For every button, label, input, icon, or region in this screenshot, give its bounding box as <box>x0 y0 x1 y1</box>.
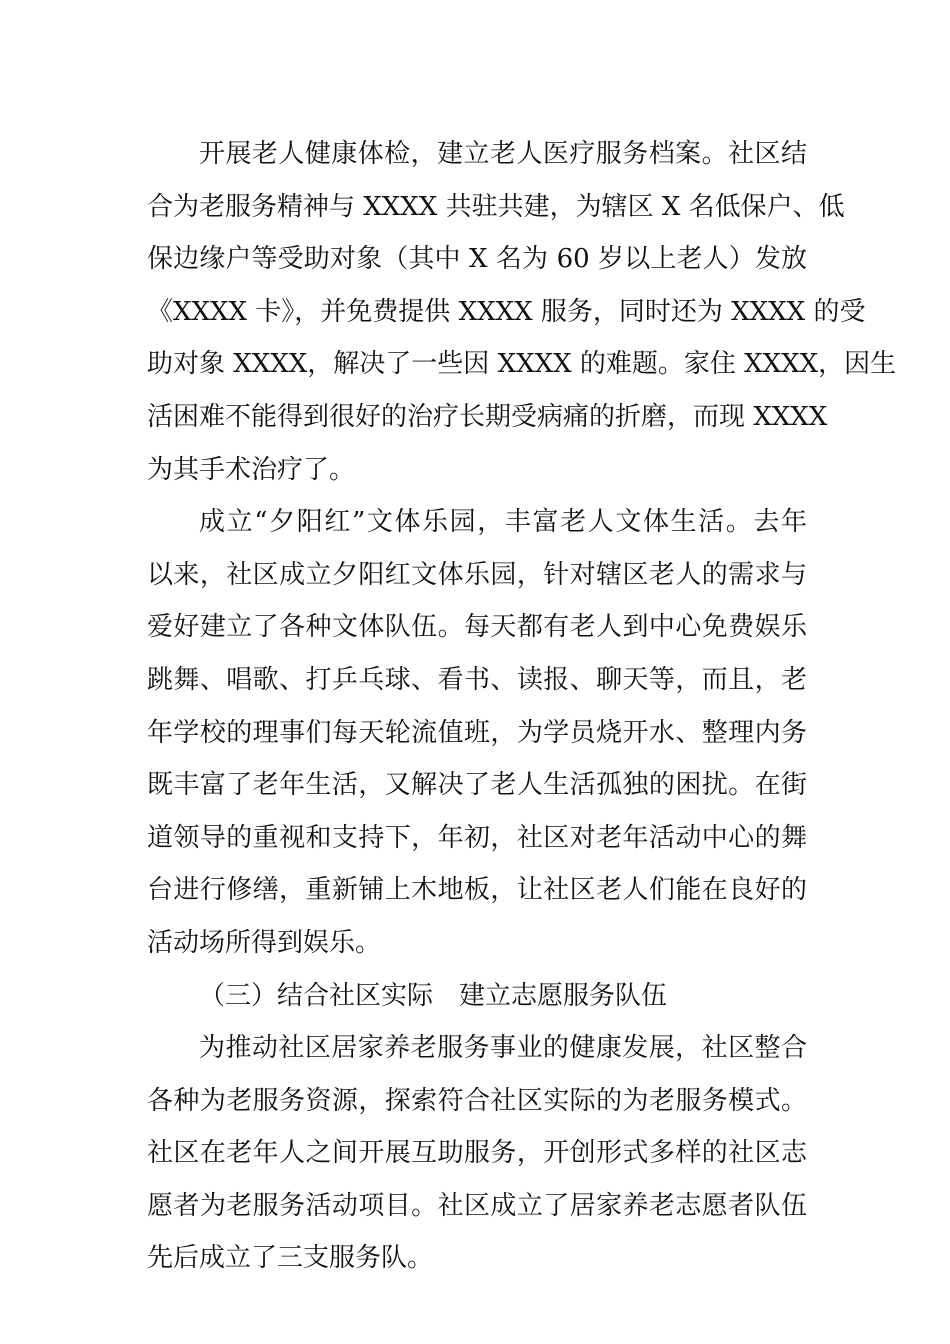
paragraph-line: 为推动社区居家养老服务事业的健康发展，社区整合 <box>199 1033 807 1064</box>
paragraph-line: 先后成立了三支服务队。 <box>147 1243 434 1274</box>
paragraph-line: 保边缘户等受助对象（其中 X 名为 60 岁以上老人）发放 <box>147 244 807 275</box>
paragraph-line: 活动场所得到娱乐。 <box>147 927 382 958</box>
section-heading <box>147 970 807 1023</box>
paragraph-line: 活困难不能得到很好的治疗长期受病痛的折磨，而现 XXXX <box>147 401 828 432</box>
paragraph-line: 愿者为老服务活动项目。社区成立了居家养老志愿者队伍 <box>147 1190 807 1221</box>
paragraph-line: 跳舞、唱歌、打乒乓球、看书、读报、聊天等，而且，老 <box>147 664 807 695</box>
paragraph-line: 年学校的理事们每天轮流值班，为学员烧开水、整理内务 <box>147 717 807 748</box>
paragraph-line: 台进行修缮，重新铺上木地板，让社区老人们能在良好的 <box>147 875 807 906</box>
paragraph-line: 以来，社区成立夕阳红文体乐园，针对辖区老人的需求与 <box>147 559 807 590</box>
paragraph-volunteer-service <box>147 1022 807 1285</box>
paragraph-line: 合为老服务精神与 XXXX 共驻共建，为辖区 X 名低保户、低 <box>147 191 845 222</box>
paragraph-line: 道领导的重视和支持下，年初，社区对老年活动中心的舞 <box>147 822 807 853</box>
paragraph-line: 助对象 XXXX，解决了一些因 XXXX 的难题。家住 XXXX，因生 <box>147 349 897 380</box>
section-heading-text: （三）结合社区实际 建立志愿服务队伍 <box>199 980 668 1011</box>
paragraph-line: 开展老人健康体检，建立老人医疗服务档案。社区结 <box>199 139 807 169</box>
paragraph-line: 成立“夕阳红”文体乐园，丰富老人文体生活。去年 <box>199 507 807 538</box>
paragraph-line: 为其手术治疗了。 <box>147 454 356 485</box>
paragraph-sunset-park <box>147 496 807 969</box>
paragraph-line: 《XXXX 卡》，并免费提供 XXXX 服务，同时还为 XXXX 的受 <box>147 296 866 327</box>
paragraph-line: 各种为老服务资源，探索符合社区实际的为老服务模式。 <box>147 1085 807 1116</box>
paragraph-line: 既丰富了老年生活，又解决了老人生活孤独的困扰。在街 <box>147 770 807 801</box>
paragraph-line: 爱好建立了各种文体队伍。每天都有老人到中心免费娱乐 <box>147 612 807 643</box>
document-body <box>147 128 897 1285</box>
paragraph-line: 社区在老年人之间开展互助服务，开创形式多样的社区志 <box>147 1138 807 1169</box>
paragraph-health-checkup <box>147 128 897 496</box>
